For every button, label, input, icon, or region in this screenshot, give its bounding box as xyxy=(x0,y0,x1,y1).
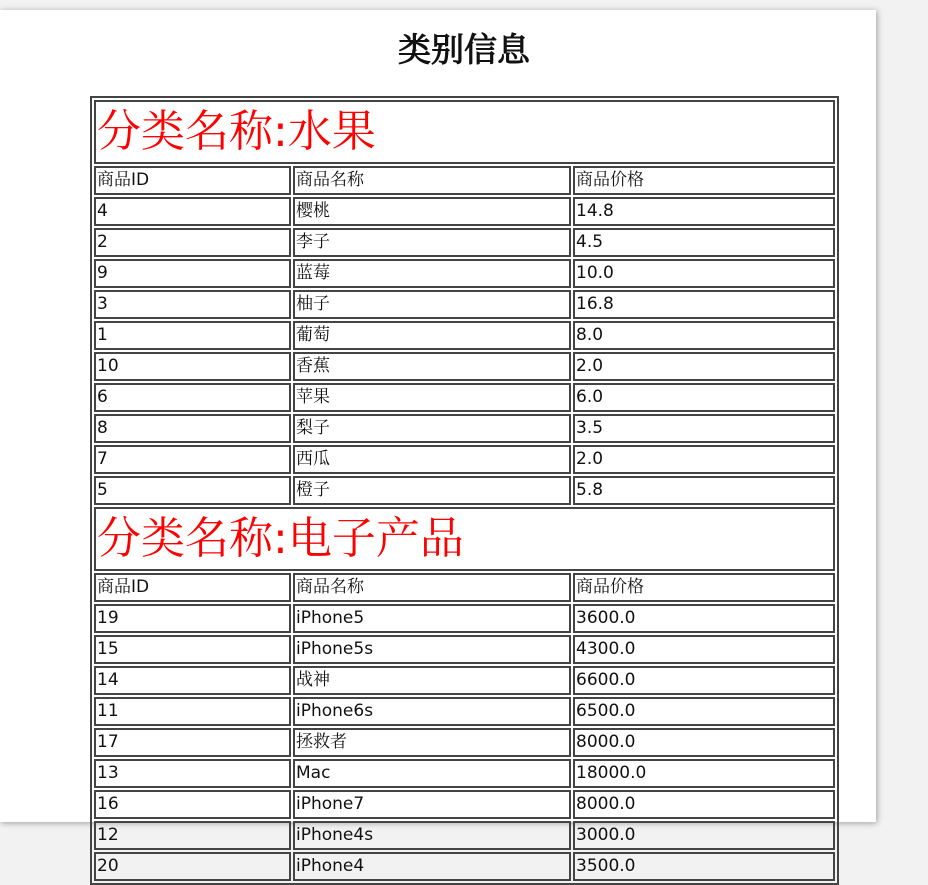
table-row xyxy=(94,697,835,726)
table-row xyxy=(94,414,835,443)
product-id: 16 xyxy=(94,790,291,819)
product-name: 拯救者 xyxy=(293,728,571,757)
product-price: 4300.0 xyxy=(573,635,835,664)
product-id: 9 xyxy=(94,259,291,288)
product-price: 4.5 xyxy=(573,228,835,257)
table-row xyxy=(94,476,835,505)
product-name: 香蕉 xyxy=(293,352,571,381)
product-id: 19 xyxy=(94,604,291,633)
table-row xyxy=(94,383,835,412)
product-id: 11 xyxy=(94,697,291,726)
product-name: iPhone4s xyxy=(293,821,571,850)
table-row xyxy=(94,821,835,850)
product-name: iPhone5 xyxy=(293,604,571,633)
product-name: 西瓜 xyxy=(293,445,571,474)
table-row xyxy=(94,259,835,288)
table-row xyxy=(94,635,835,664)
product-id: 15 xyxy=(94,635,291,664)
product-price: 5.8 xyxy=(573,476,835,505)
product-id: 2 xyxy=(94,228,291,257)
product-name: iPhone6s xyxy=(293,697,571,726)
column-header-id: 商品ID xyxy=(94,166,291,195)
product-name: 葡萄 xyxy=(293,321,571,350)
product-price: 6500.0 xyxy=(573,697,835,726)
table-row xyxy=(94,666,835,695)
table-row xyxy=(94,290,835,319)
column-header-row xyxy=(94,166,835,195)
column-header-price: 商品价格 xyxy=(573,573,835,602)
product-name: iPhone4 xyxy=(293,852,571,881)
column-header-id: 商品ID xyxy=(94,573,291,602)
product-name: 柚子 xyxy=(293,290,571,319)
product-price: 10.0 xyxy=(573,259,835,288)
table-row xyxy=(94,728,835,757)
product-name: 樱桃 xyxy=(293,197,571,226)
product-price: 16.8 xyxy=(573,290,835,319)
product-id: 14 xyxy=(94,666,291,695)
product-name: iPhone5s xyxy=(293,635,571,664)
product-id: 6 xyxy=(94,383,291,412)
product-price: 8000.0 xyxy=(573,728,835,757)
product-price: 6.0 xyxy=(573,383,835,412)
product-price: 8.0 xyxy=(573,321,835,350)
table-row xyxy=(94,228,835,257)
product-name: Mac xyxy=(293,759,571,788)
product-price: 3500.0 xyxy=(573,852,835,881)
product-id: 7 xyxy=(94,445,291,474)
column-header-name: 商品名称 xyxy=(293,573,571,602)
product-id: 3 xyxy=(94,290,291,319)
product-name: 战神 xyxy=(293,666,571,695)
column-header-price: 商品价格 xyxy=(573,166,835,195)
category-name: 分类名称:电子产品 xyxy=(94,507,835,571)
product-id: 1 xyxy=(94,321,291,350)
table-row xyxy=(94,759,835,788)
table-row xyxy=(94,604,835,633)
category-header-row xyxy=(94,100,835,164)
product-id: 20 xyxy=(94,852,291,881)
product-price: 18000.0 xyxy=(573,759,835,788)
column-header-name: 商品名称 xyxy=(293,166,571,195)
product-id: 13 xyxy=(94,759,291,788)
product-price: 3.5 xyxy=(573,414,835,443)
product-id: 17 xyxy=(94,728,291,757)
category-name: 分类名称:水果 xyxy=(94,100,835,164)
product-id: 10 xyxy=(94,352,291,381)
table-row xyxy=(94,352,835,381)
product-id: 5 xyxy=(94,476,291,505)
product-id: 8 xyxy=(94,414,291,443)
page-viewport xyxy=(0,10,876,876)
product-price: 6600.0 xyxy=(573,666,835,695)
product-name: iPhone7 xyxy=(293,790,571,819)
product-name: 橙子 xyxy=(293,476,571,505)
product-name: 李子 xyxy=(293,228,571,257)
table-row xyxy=(94,790,835,819)
product-price: 3000.0 xyxy=(573,821,835,850)
product-price: 8000.0 xyxy=(573,790,835,819)
product-name: 苹果 xyxy=(293,383,571,412)
table-row xyxy=(94,852,835,881)
table-row xyxy=(94,197,835,226)
product-price: 2.0 xyxy=(573,352,835,381)
page-title: 类别信息 xyxy=(398,30,530,69)
column-header-row xyxy=(94,573,835,602)
table-row xyxy=(94,445,835,474)
product-price: 3600.0 xyxy=(573,604,835,633)
product-id: 12 xyxy=(94,821,291,850)
table-row xyxy=(94,321,835,350)
category-table xyxy=(90,96,839,885)
product-price: 14.8 xyxy=(573,197,835,226)
product-id: 4 xyxy=(94,197,291,226)
category-header-row xyxy=(94,507,835,571)
product-name: 蓝莓 xyxy=(293,259,571,288)
product-price: 2.0 xyxy=(573,445,835,474)
product-name: 梨子 xyxy=(293,414,571,443)
